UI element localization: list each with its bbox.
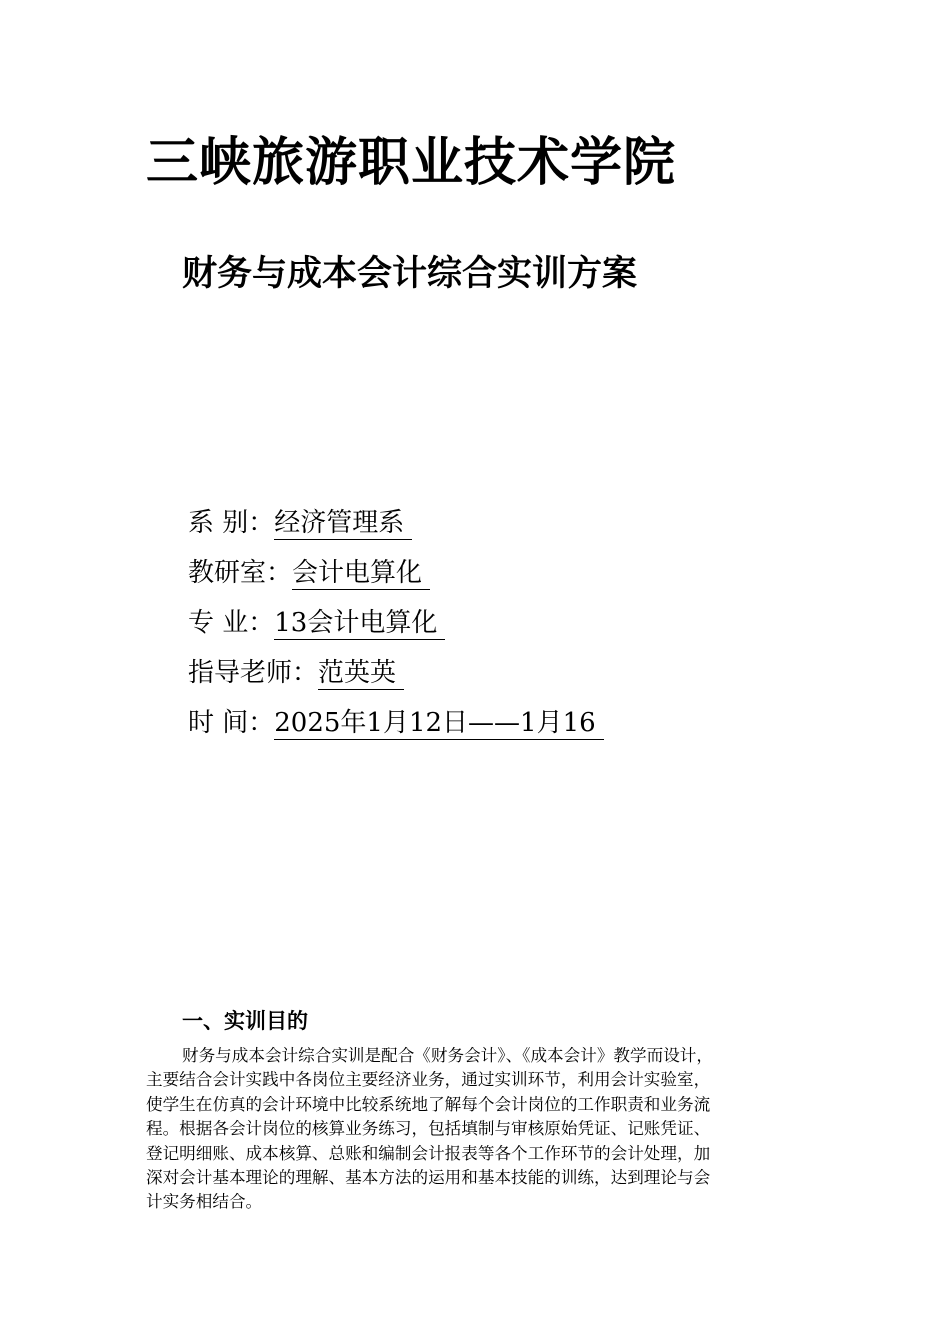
info-row-time <box>188 703 604 753</box>
time-value: 2025年1月12日——1月16 <box>274 707 603 740</box>
paragraph-line: 计实务相结合。 <box>146 1192 263 1212</box>
info-block <box>188 503 604 753</box>
info-row-teaching-office <box>188 553 604 603</box>
teaching-office-value: 会计电算化 <box>292 557 430 590</box>
school-name: 三峡旅游职业技术学院 <box>146 133 677 193</box>
document-title: 财务与成本会计综合实训方案 <box>182 254 638 294</box>
teaching-office-label: 教研室： <box>188 558 293 588</box>
paragraph-line: 财务与成本会计综合实训是配合《财务会计》、《成本会计》教学而设计， <box>182 1046 713 1065</box>
info-row-department <box>188 503 604 553</box>
instructor-value: 范英英 <box>318 657 404 690</box>
paragraph-line: 程。根据各会计岗位的核算业务练习，包括填制与审核原始凭证、记账凭证、 <box>146 1119 711 1139</box>
instructor-label: 指导老师： <box>188 658 319 688</box>
info-row-major <box>188 603 604 653</box>
section-body-training-purpose <box>146 1044 820 1215</box>
department-label: 系 别： <box>188 508 275 538</box>
department-value: 经济管理系 <box>274 507 412 540</box>
paragraph-line: 使学生在仿真的会计环境中比较系统地了解每个会计岗位的工作职责和业务流 <box>146 1094 711 1114</box>
time-label: 时 间： <box>188 708 275 738</box>
paragraph-line: 登记明细账、成本核算、总账和编制会计报表等各个工作环节的会计处理，加 <box>146 1143 711 1163</box>
paragraph-line: 主要结合会计实践中各岗位主要经济业务，通过实训环节，利用会计实验室， <box>146 1070 711 1090</box>
paragraph-line: 深对会计基本理论的理解、基本方法的运用和基本技能的训练，达到理论与会 <box>146 1167 711 1187</box>
info-row-instructor <box>188 653 604 703</box>
major-value: 13会计电算化 <box>274 607 445 640</box>
section-heading-training-purpose: 一、实训目的 <box>182 1009 308 1033</box>
major-label: 专 业： <box>188 608 275 638</box>
